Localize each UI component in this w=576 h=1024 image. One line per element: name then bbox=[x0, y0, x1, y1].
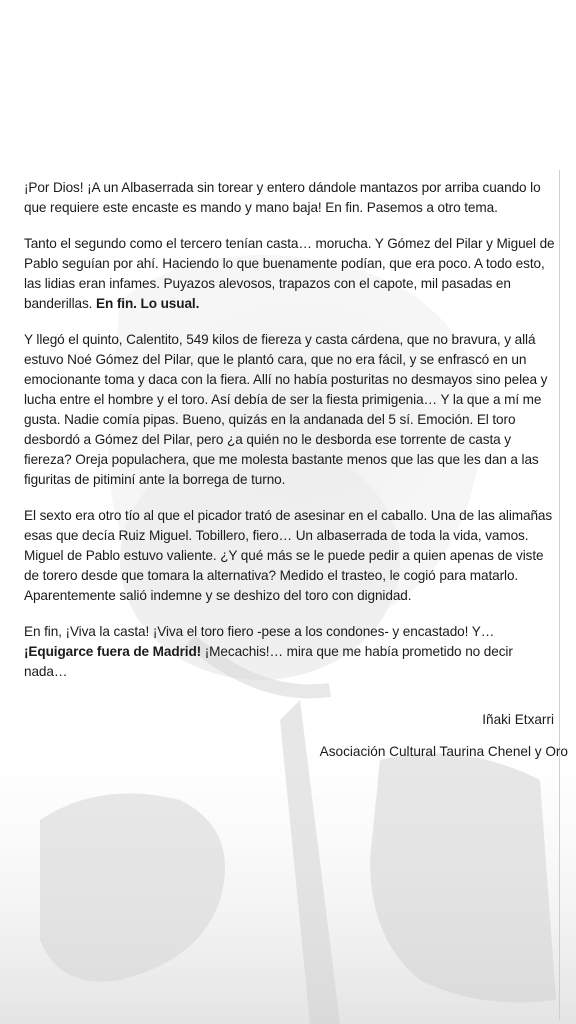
paragraph-text: ¡Por Dios! ¡A un Albaserrada sin torear y entero dándole mantazos por arriba cuando lo que requiere este encaste es mando y mano baja! En fin. Pasemos a otro tema. bbox=[24, 180, 541, 215]
paragraph-text: El sexto era otro tío al que el picador trató de asesinar en el caballo. Una de las alimañas esas que decía Ruiz Miguel. Tobillero, fiero… Un albaserrada de toda la vida, vamos. Miguel de Pablo estuvo valiente. ¿Y qué más se le puede pedir a quien apenas de viste de torero desde que tomara la alternativa? Medido el trasteo, le cogió para matarlo. Aparentemente salió indemne y se deshizo del toro con dignidad. bbox=[24, 508, 553, 603]
author-name: Iñaki Etxarri bbox=[482, 712, 554, 727]
article-paragraph bbox=[24, 178, 558, 218]
article-paragraph bbox=[24, 506, 558, 606]
page-edge-line bbox=[559, 170, 560, 1020]
article-paragraph bbox=[24, 234, 558, 314]
paragraph-text: Tanto el segundo como el tercero tenían casta… morucha. Y Gómez del Pilar y Miguel de Pablo seguían por ahí. Haciendo lo que buenamente podían, que era poco. A todo esto, las lidias eran infames. Puyazos alevosos, trapazos con el capote, mil pasadas en banderillas. bbox=[24, 236, 555, 311]
paragraph-text: ¡Mecachis!… mira que me había prometido no decir nada… bbox=[24, 644, 513, 679]
paragraph-text: Y llegó el quinto, Calentito, 549 kilos de fiereza y casta cárdena, que no bravura, y allá estuvo Noé Gómez del Pilar, que le plantó cara, que no era fácil, y se enfrascó en un emocionante toma y daca con la fiera. Allí no había posturitas no desmayos sino pelea y lucha entre el hombre y el toro. Así debía de ser la fiesta primigenia… Y la que a mí me gusta. Nadie comía pipas. Bueno, quizás en la andanada del 5 sí. Emoción. El toro desbordó a Gómez del Pilar, pero ¿a quién no le desborda ese torrente de casta y fiereza? Oreja populachera, que me molesta bastante menos que las que les dan a las figuritas de pitiminí ante la borrega de turno. bbox=[24, 332, 548, 487]
organization-name: Asociación Cultural Taurina Chenel y Oro bbox=[319, 744, 568, 759]
bold-text: ¡Equigarce fuera de Madrid! bbox=[24, 644, 202, 659]
article-body bbox=[24, 178, 558, 698]
bold-text: En fin. Lo usual. bbox=[96, 296, 200, 311]
article-paragraph bbox=[24, 330, 558, 490]
article-paragraph bbox=[24, 622, 558, 682]
paragraph-text: En fin, ¡Viva la casta! ¡Viva el toro fiero -pese a los condones- y encastado! Y… bbox=[24, 624, 495, 639]
